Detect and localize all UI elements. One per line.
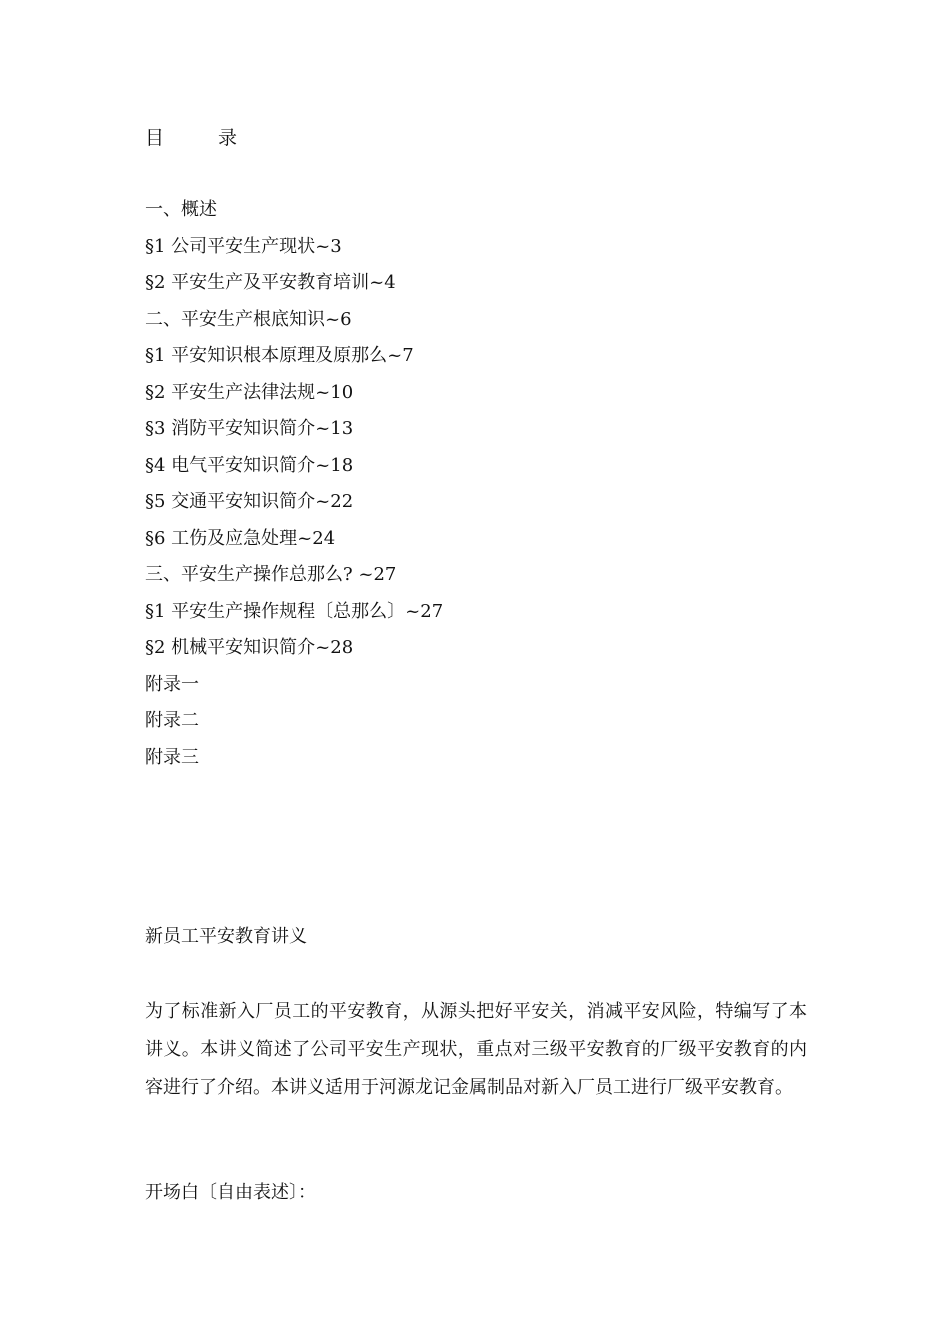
toc-item-operation-rules: 三、平安生产操作总那么? ~27 [145, 564, 397, 585]
toc-item-operating-procedures: §1 平安生产操作规程〔总那么〕~27 [145, 600, 444, 622]
toc-item-overview: 一、概述 [145, 199, 217, 220]
intro-paragraph: 为了标准新入厂员工的平安教育，从源头把好平安关，消减平安风险，特编写了本讲义。本讲义简述了公司平安生产现状，重点对三级平安教育的厂级平安教育的内容进行了介绍。本讲义适用于河源龙记金属制品对新入厂员工进行厂级平安教育。 [145, 1001, 807, 1098]
toc-title: 目 录 [145, 127, 262, 149]
toc-item-safety-training: §2 平安生产及平安教育培训~4 [145, 272, 396, 293]
toc-item-basic-knowledge: 二、平安生产根底知识~6 [145, 308, 352, 330]
toc-item-injury-emergency: §6 工伤及应急处理~24 [145, 527, 336, 549]
table-of-contents [145, 197, 443, 781]
toc-item-fire-safety: §3 消防平安知识简介~13 [145, 418, 354, 439]
toc-item-electrical-safety: §4 电气平安知识简介~18 [145, 454, 354, 476]
document-title: 新员工平安教育讲义 [145, 926, 307, 947]
opening-remarks-heading: 开场白〔自由表述〕： [145, 1182, 316, 1203]
toc-item-principles: §1 平安知识根本原理及原那么~7 [145, 345, 414, 366]
toc-item-machinery-safety: §2 机械平安知识简介~28 [145, 637, 354, 658]
toc-item-laws: §2 平安生产法律法规~10 [145, 381, 354, 403]
toc-item-appendix-1: 附录一 [145, 673, 199, 695]
toc-item-appendix-3: 附录三 [145, 746, 199, 768]
toc-item-company-status: §1 公司平安生产现状~3 [145, 235, 342, 257]
toc-item-traffic-safety: §5 交通平安知识简介~22 [145, 491, 354, 512]
toc-item-appendix-2: 附录二 [145, 710, 199, 731]
